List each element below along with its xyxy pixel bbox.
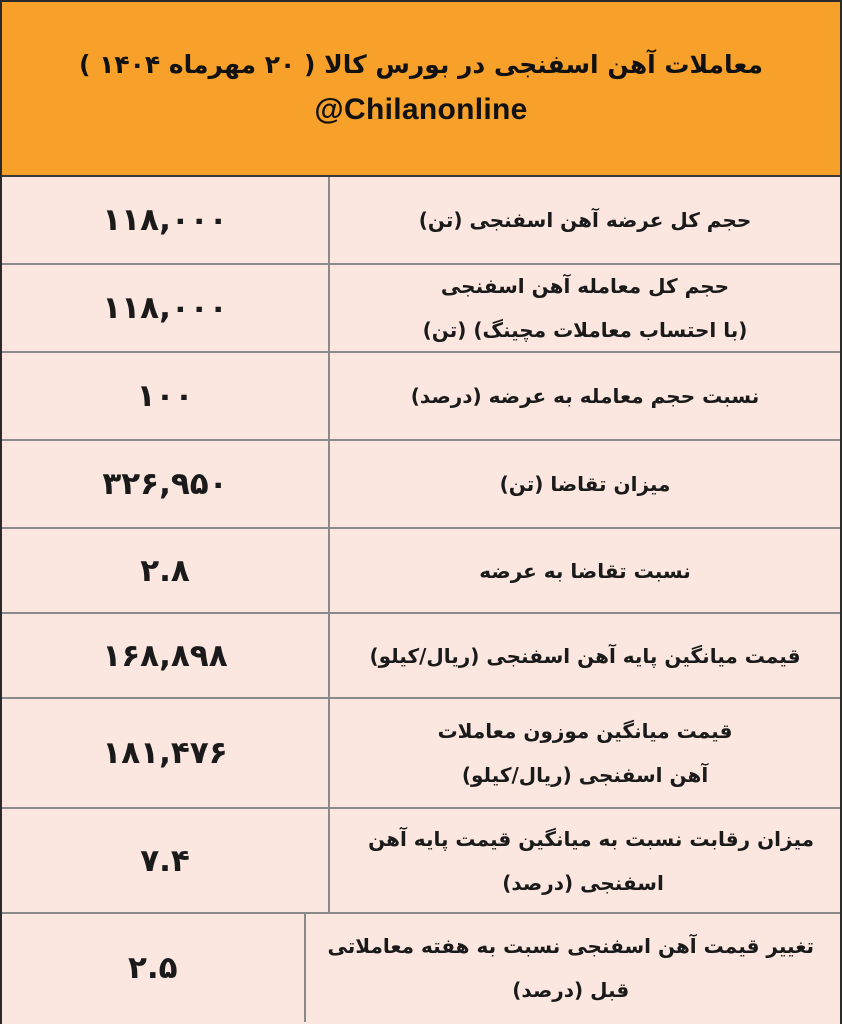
row-label-line: قبل (درصد) xyxy=(512,978,630,1002)
row-label-line: تغییر قیمت آهن اسفنجی نسبت به هفته معاملاتی xyxy=(327,934,814,958)
table-row xyxy=(2,914,840,1022)
row-label-line: حجم کل عرضه آهن اسفنجی (تن) xyxy=(418,208,752,232)
row-label-line: قیمت میانگین پایه آهن اسفنجی (ریال/کیلو) xyxy=(369,643,801,668)
row-value: ۱۱۸,۰۰۰ xyxy=(2,177,330,263)
row-label-line: (با احتساب معاملات مچینگ) (تن) xyxy=(422,318,748,342)
row-label-line: میزان تقاضا (تن) xyxy=(499,472,671,496)
row-label-line: قیمت میانگین موزون معاملات xyxy=(437,719,733,743)
table-row xyxy=(2,353,840,441)
row-value: ۲.۸ xyxy=(2,529,330,612)
channel-handle: @Chilanonline xyxy=(314,93,528,126)
row-label-line: حجم کل معامله آهن اسفنجی xyxy=(440,274,730,298)
row-value: ۱۶۸,۸۹۸ xyxy=(2,614,330,697)
row-label xyxy=(330,353,840,439)
table-row xyxy=(2,699,840,809)
row-label-line: نسبت تقاضا به عرضه xyxy=(479,558,691,583)
table-row xyxy=(2,809,840,914)
table-row xyxy=(2,614,840,699)
row-label xyxy=(330,177,840,263)
row-label-line: نسبت حجم معامله به عرضه (درصد) xyxy=(410,384,760,408)
row-value: ۷.۴ xyxy=(2,809,330,912)
row-value: ۱۰۰ xyxy=(2,353,330,439)
row-label-line: اسفنجی (درصد) xyxy=(502,870,664,895)
table-row xyxy=(2,265,840,353)
table-row xyxy=(2,177,840,265)
row-value: ۱۸۱,۴۷۶ xyxy=(2,699,330,807)
row-label xyxy=(330,699,840,807)
table-header xyxy=(2,2,840,177)
row-label xyxy=(330,441,840,527)
table-row xyxy=(2,441,840,529)
row-label xyxy=(330,614,840,697)
row-value: ۱۱۸,۰۰۰ xyxy=(2,265,330,351)
row-label-line: میزان رقابت نسبت به میانگین قیمت پایه آهن xyxy=(368,826,814,851)
row-label xyxy=(330,529,840,612)
row-label xyxy=(330,265,840,351)
row-label xyxy=(330,809,840,912)
table-title: معاملات آهن اسفنجی در بورس کالا ( ۲۰ مهرماه ۱۴۰۴ ) xyxy=(79,50,763,79)
row-label-line: آهن اسفنجی (ریال/کیلو) xyxy=(461,763,709,787)
row-value: ۲.۵ xyxy=(2,914,306,1022)
row-label xyxy=(306,914,840,1022)
row-value: ۳۲۶,۹۵۰ xyxy=(2,441,330,527)
table-row xyxy=(2,529,840,614)
